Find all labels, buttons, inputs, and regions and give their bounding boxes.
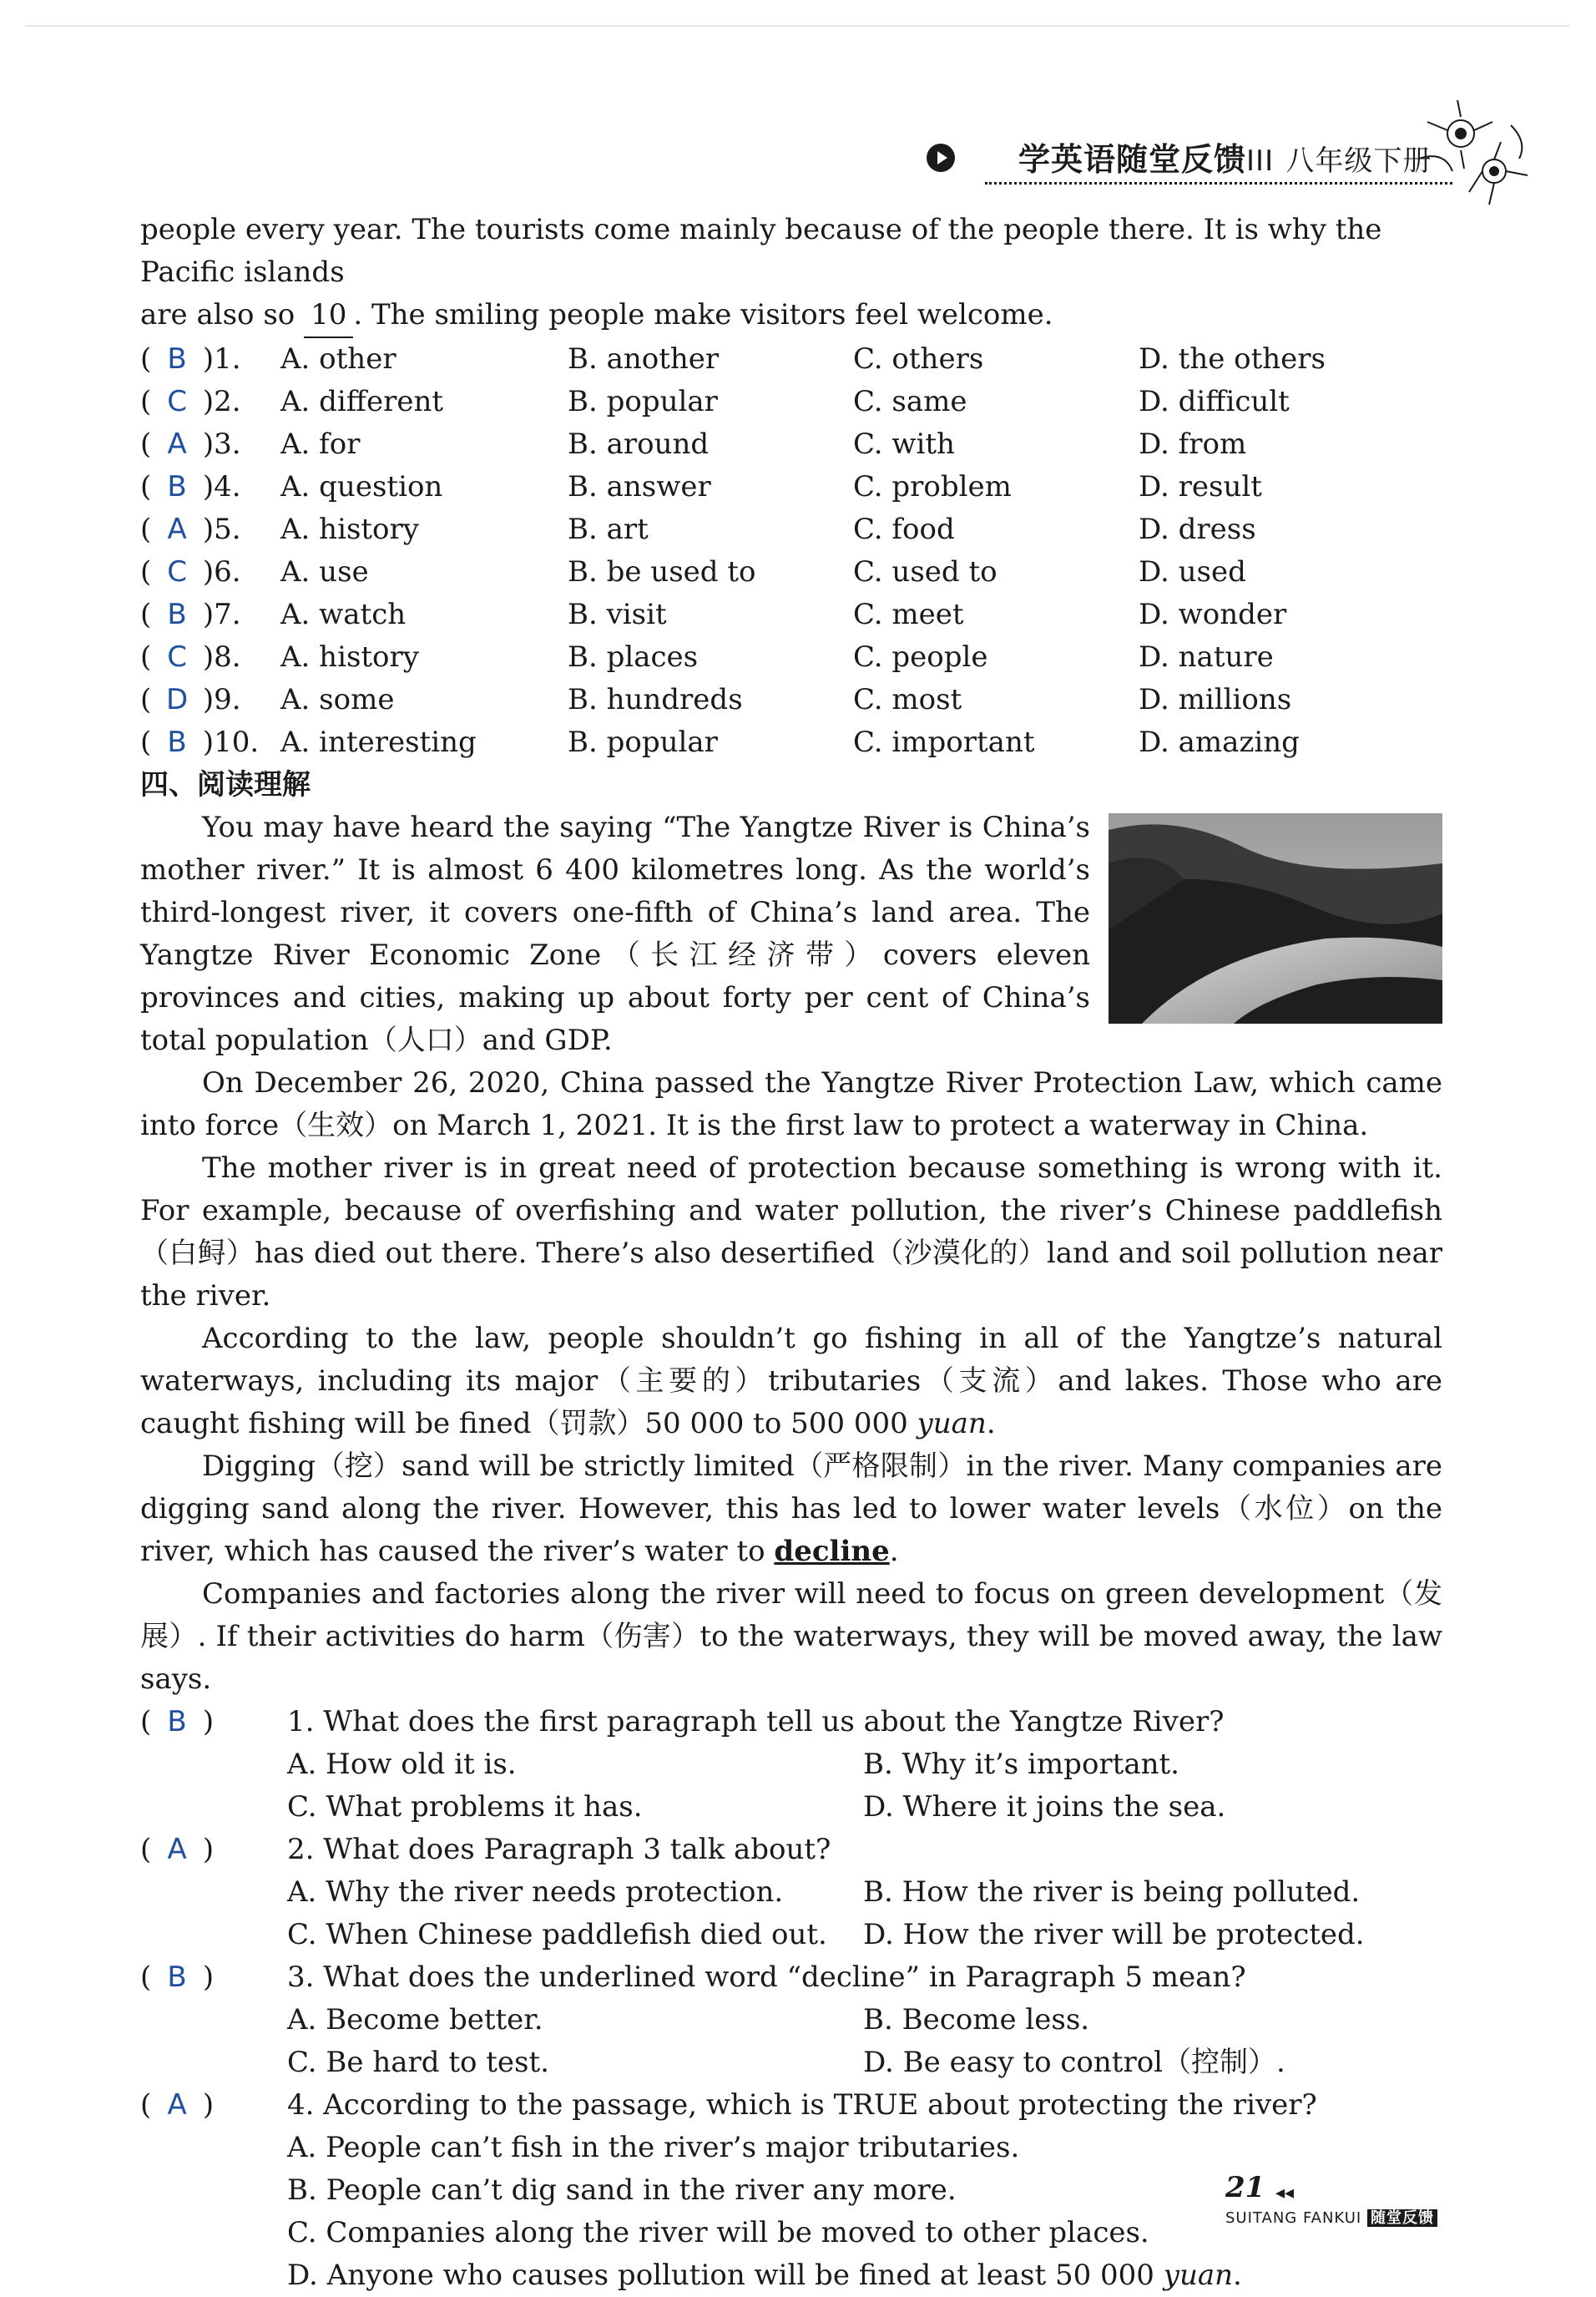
answer-bracket: ( B )1. [140, 338, 280, 381]
choice-a: A. How old it is. [287, 1748, 517, 1781]
answer-letter: A [167, 2088, 187, 2122]
cloze-row [140, 338, 1442, 381]
answer-bracket: ( B )4. [140, 466, 280, 508]
blank-10: 10 [304, 294, 353, 338]
choice-row [140, 1914, 1442, 1956]
answer-letter: B [167, 470, 187, 503]
option-d: D. millions [1139, 683, 1292, 716]
option-b: B. be used to [568, 555, 756, 589]
choice-c: C. Companies along the river will be moved to other places. [287, 2216, 1149, 2249]
answer-letter: C [167, 555, 187, 589]
answer-bracket: ( A ) [140, 2084, 287, 2127]
play-arrow-icon [927, 144, 955, 172]
answer-bracket: ( B ) [140, 1701, 287, 1743]
question-stem: ( B ) 3. What does the underlined word “decline” in Paragraph 5 mean? [140, 1956, 1442, 1999]
option-c: C. meet [853, 598, 964, 631]
question-stem: ( A ) 2. What does Paragraph 3 talk about? [140, 1829, 1442, 1871]
page-edge [25, 25, 1569, 27]
answer-letter: A [167, 428, 187, 461]
option-d: D. dress [1139, 513, 1256, 546]
passage-paragraph-3: The mother river is in great need of protection because something is wrong with it. For example, because of overfishing and water pollution, the river’s Chinese paddlefish（白鲟）has died out there. There’s also desertified（沙漠化的）land and soil pollution near the river. [140, 1151, 1442, 1313]
option-d: D. nature [1139, 640, 1274, 674]
cloze-row [140, 721, 1442, 764]
header-dotted-line [985, 182, 1452, 185]
choice-c: C. When Chinese paddlefish died out. [287, 1918, 827, 1951]
option-b: B. art [568, 513, 649, 546]
cloze-row [140, 423, 1442, 466]
option-d: D. result [1139, 470, 1262, 503]
answer-letter: B [167, 342, 187, 376]
choice-row [140, 1871, 1442, 1914]
option-b: B. around [568, 428, 710, 461]
option-b: B. another [568, 342, 720, 376]
flower-decoration-icon [1402, 92, 1536, 217]
option-c: C. people [853, 640, 988, 674]
choice-row [140, 1786, 1442, 1829]
answer-bracket: ( C )8. [140, 636, 280, 679]
option-b: B. answer [568, 470, 711, 503]
option-c: C. important [853, 726, 1035, 759]
choice-row [140, 2041, 1442, 2084]
cloze-row [140, 381, 1442, 423]
option-a: A. history [280, 640, 419, 674]
option-d: D. used [1139, 555, 1246, 589]
cloze-row [140, 508, 1442, 551]
option-a: A. history [280, 513, 419, 546]
answer-letter: B [167, 726, 187, 759]
option-b: B. hundreds [568, 683, 743, 716]
triangle-left-icon: ◂◂ [1275, 2183, 1295, 2203]
answer-letter: B [167, 1961, 187, 1994]
option-c: C. with [853, 428, 955, 461]
passage-paragraph-1: You may have heard the saying “The Yangtze River is China’s mother river.” It is almost 6 400 kilometres long. As the world’s third-longest river, it covers one-fifth of China’s land area. The Yangtze River Economic Zone（长江经济带）covers eleven provinces and cities, making up about forty per cent of China’s total population（人口）and GDP. [140, 811, 1090, 1057]
answer-bracket: ( A ) [140, 1829, 287, 1871]
option-c: C. used to [853, 555, 998, 589]
underlined-word: decline [774, 1535, 890, 1568]
answer-letter: D [165, 683, 189, 716]
answer-bracket: ( C )6. [140, 551, 280, 594]
footer-brand: SUITANG FANKUI 随堂反馈 [1225, 2206, 1437, 2228]
answer-bracket: ( A )3. [140, 423, 280, 466]
option-c: C. problem [853, 470, 1012, 503]
book-title: 学英语随堂反馈III 八年级下册 [1018, 141, 1432, 178]
choice-a: A. Why the river needs protection. [287, 1875, 784, 1909]
cloze-row [140, 679, 1442, 721]
option-a: A. question [280, 470, 443, 503]
option-a: A. watch [280, 598, 407, 631]
passage-paragraph-2: On December 26, 2020, China passed the Yangtze River Protection Law, which came into force（生效）on March 1, 2021. It is the first law to protect a waterway in China. [140, 1066, 1442, 1142]
answer-bracket: ( B )7. [140, 594, 280, 636]
page-content [140, 209, 1442, 2297]
option-a: A. different [280, 385, 444, 418]
choice-c: C. What problems it has. [287, 1790, 643, 1824]
cloze-row [140, 466, 1442, 508]
answer-letter: A [167, 513, 187, 546]
answer-letter: C [167, 385, 187, 418]
option-b: B. places [568, 640, 699, 674]
answer-bracket: ( C )2. [140, 381, 280, 423]
option-d: D. difficult [1139, 385, 1290, 418]
answer-bracket: ( D )9. [140, 679, 280, 721]
intro-line-2: are also so 10 . The smiling people make visitors feel welcome. [140, 294, 1442, 338]
option-b: B. visit [568, 598, 667, 631]
option-b: B. popular [568, 385, 718, 418]
option-a: A. for [280, 428, 361, 461]
choice-d: D. Be easy to control（控制）. [863, 2046, 1285, 2079]
section-title: 四、阅读理解 [140, 768, 311, 802]
cloze-row [140, 551, 1442, 594]
page-number: 21 [1225, 2171, 1265, 2204]
choice-a: A. People can’t fish in the river’s major tributaries. [287, 2131, 1020, 2164]
option-a: A. other [280, 342, 396, 376]
option-c: C. others [853, 342, 984, 376]
choice-b: B. How the river is being polluted. [863, 1875, 1361, 1909]
option-d: D. from [1139, 428, 1247, 461]
answer-letter: B [167, 598, 187, 631]
choice-row [140, 1999, 1442, 2041]
page-footer [1225, 2171, 1476, 2238]
landscape-photo [1109, 813, 1442, 1024]
choice-d: D. Where it joins the sea. [863, 1790, 1226, 1824]
choice-a: A. Become better. [287, 2003, 543, 2036]
answer-letter: B [167, 1705, 187, 1738]
option-d: D. wonder [1139, 598, 1287, 631]
cloze-options [140, 338, 1442, 764]
question-stem: ( B ) 1. What does the first paragraph tell us about the Yangtze River? [140, 1701, 1442, 1743]
option-a: A. some [280, 683, 395, 716]
answer-bracket: ( B ) [140, 1956, 287, 1999]
page-header [927, 134, 1444, 184]
option-c: C. food [853, 513, 955, 546]
choice-row [140, 1743, 1442, 1786]
yangtze-photo [1109, 813, 1442, 1024]
option-c: C. same [853, 385, 967, 418]
choice-b: B. People can’t dig sand in the river any more. [287, 2173, 957, 2207]
answer-bracket: ( B )10. [140, 721, 280, 764]
passage-paragraph-6: Companies and factories along the river will need to focus on green development（发展）. If their activities do harm（伤害）to the waterways, they will be moved away, the law says. [140, 1577, 1442, 1696]
choice-d: D. Anyone who causes pollution will be fined at least 50 000 yuan. [287, 2259, 1242, 2292]
option-b: B. popular [568, 726, 718, 759]
passage-paragraph-5: Digging（挖）sand will be strictly limited（严格限制）in the river. Many companies are digging sand along the river. However, this has led to lower water levels（水位）on the river, which has caused the river’s water to decline. [140, 1450, 1442, 1568]
cloze-row [140, 594, 1442, 636]
cloze-row [140, 636, 1442, 679]
option-d: D. amazing [1139, 726, 1300, 759]
question-stem: ( A ) 4. According to the passage, which is TRUE about protecting the river? [140, 2084, 1442, 2127]
option-a: A. interesting [280, 726, 477, 759]
choice-c: C. Be hard to test. [287, 2046, 549, 2079]
option-d: D. the others [1139, 342, 1326, 376]
answer-letter: A [167, 1833, 187, 1866]
option-c: C. most [853, 683, 962, 716]
answer-bracket: ( A )5. [140, 508, 280, 551]
answer-letter: C [167, 640, 187, 674]
choice-d: D. How the river will be protected. [863, 1918, 1365, 1951]
choice-b: B. Become less. [863, 2003, 1090, 2036]
choice-b: B. Why it’s important. [863, 1748, 1179, 1781]
intro-line-1: people every year. The tourists come mainly because of the people there. It is why the Pacific islands [140, 213, 1382, 289]
option-a: A. use [280, 555, 369, 589]
passage-paragraph-4: According to the law, people shouldn’t go fishing in all of the Yangtze’s natural waterways, including its major（主要的）tributaries（支流）and lakes. Those who are caught fishing will be fined（罚款）50 000 to 500 000 yuan. [140, 1322, 1442, 1440]
